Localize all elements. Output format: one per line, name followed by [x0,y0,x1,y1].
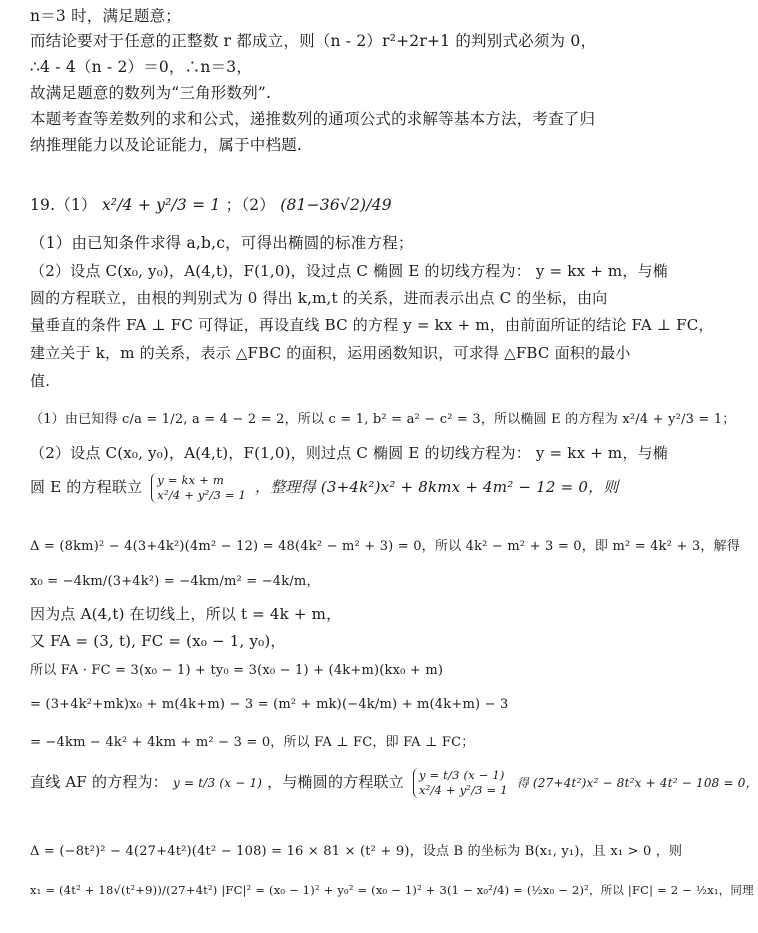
formula: ，整理得 (3+4k²)x² + 8kmx + 4m² − 12 = 0，则 [255,478,619,496]
text-line: （1）由已知条件求得 a,b,c，可得出椭圆的标准方程； [30,234,414,252]
text-line: = (3+4k²+mk)x₀ + m(4k+m) − 3 = (m² + mk)(−4k/m) + m(4k+m) − 3 [30,697,509,712]
equation: x²/4 + y²/3 = 1 [418,783,508,797]
text-line: 因为点 A(4,t) 在切线上，所以 t = 4k + m， [30,605,342,623]
system-line-1 [30,473,680,503]
formula: y = t/3 (x − 1) [172,776,263,790]
formula: 得 (27+4t²)x² − 8t²x + 4t² − 108 = 0， [516,776,758,790]
equation-system [151,473,246,503]
text-line: 本题考查等差数列的求和公式，递推数列的通项公式的求解等基本方法，考查了归 [30,110,596,128]
answer-19-header [30,195,680,215]
equation: y = t/3 (x − 1) [418,768,505,782]
text-line: 圆的方程联立，由根的判别式为 0 得出 k,m,t 的关系，进而表示出点 C 的坐标，由向 [30,289,608,307]
label: 直线 AF 的方程为： [30,773,168,791]
text-line: 故满足题意的数列为“三角形数列”. [30,84,272,102]
text-line: Δ = (−8t²)² − 4(27+4t²)(4t² − 108) = 16 × 81 × (t² + 9)，设点 B 的坐标为 B(x₁, y₁)，且 x₁ > 0 ，则 [30,844,683,859]
formula: x²/4 + y²/3 = 1 [101,196,221,214]
text-line: 建立关于 k，m 的关系，表示 △FBC 的面积，运用函数知识，可求得 △FBC 面积的最小 [30,344,631,362]
label: 圆 E 的方程联立 [30,478,143,496]
label: 19.（1） [30,196,97,214]
text-line: Δ = (8km)² − 4(3+4k²)(4m² − 12) = 48(4k² − m² + 3) = 0，所以 4k² − m² + 3 = 0，即 m² = 4k² + 3，解得 [30,539,740,554]
text-line: 又 FA = (3, t), FC = (x₀ − 1, y₀)， [30,632,286,650]
text-line: = −4km − 4k² + 4km + m² − 3 = 0，所以 FA ⊥ FC，即 FA ⊥ FC； [30,735,475,750]
system-line-2 [30,768,758,798]
text-line: n＝3 时，满足题意； [30,7,181,25]
text-line: 纳推理能力以及论证能力，属于中档题. [30,136,303,154]
text-line: （1）由已知得 c/a = 1/2, a = 4 − 2 = 2，所以 c = 1, b² = a² − c² = 3，所以椭圆 E 的方程为 x²/4 + y²/3 = 1； [30,412,736,427]
formula: (81−36√2)/49 [280,196,392,214]
text-line: 值. [30,372,51,390]
label: ，与椭圆的方程联立 [267,773,404,791]
equation: x²/4 + y²/3 = 1 [157,488,247,502]
text-line: ∴4 - 4（n - 2）＝0，∴n＝3， [30,58,253,76]
text-line: x₁ = (4t² + 18√(t²+9))/(27+4t²) |FC|² = (x₀ − 1)² + y₀² = (x₀ − 1)² + 3(1 − x₀²/4) = (½x₀ − 2)²，所以 |FC| = 2 − ½x₁，同理 [30,883,754,897]
equation: y = kx + m [157,473,225,487]
label: ；（2） [225,196,276,214]
text-line: 而结论要对于任意的正整数 r 都成立，则（n - 2）r²+2r+1 的判别式必须为 0， [30,32,597,50]
text-line: 所以 FA · FC = 3(x₀ − 1) + ty₀ = 3(x₀ − 1) + (4k+m)(kx₀ + m) [30,663,444,678]
text-line: （2）设点 C(x₀, y₀)，A(4,t)，F(1,0)，设过点 C 椭圆 E 的切线方程为： y = kx + m，与椭 [30,262,668,280]
text-line: （2）设点 C(x₀, y₀)，A(4,t)，F(1,0)，则过点 C 椭圆 E 的切线方程为： y = kx + m，与椭 [30,444,668,462]
text-line: x₀ = −4km/(3+4k²) = −4km/m² = −4k/m， [30,574,320,589]
text-line: 量垂直的条件 FA ⊥ FC 可得证，再设直线 BC 的方程 y = kx + m，由前面所证的结论 FA ⊥ FC， [30,316,714,334]
equation-system [413,768,508,798]
